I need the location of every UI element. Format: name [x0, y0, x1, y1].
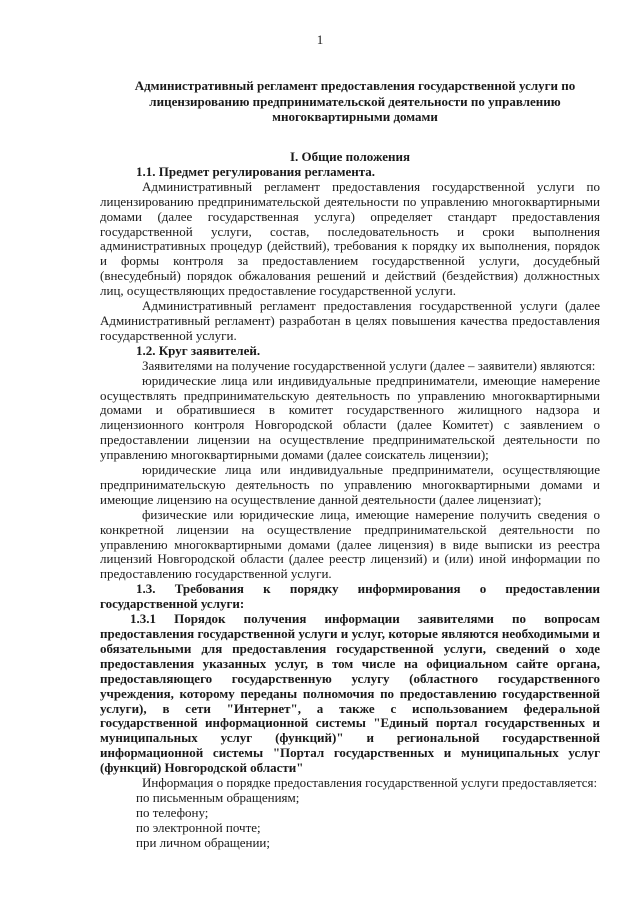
list-item: по письменным обращениям; [136, 789, 300, 805]
paragraph: Административный регламент предоставления государственной услуги по лицензированию предпринимательской деятельности по управлению многоквартирными домами (далее государственная услуга) определяет стандарт предоставления государственной услуги, состав, последовательность и сроки выполнения административных процедур (действий), требования к порядку их выполнения, порядок и формы контроля за предоставлением государственной услуги, досудебный (внесудебный) порядок обжалования решений и действий (бездействия) должностных лиц, осуществляющих предоставление государственной услуги. [100, 178, 600, 299]
list-item: по электронной почте; [136, 819, 261, 835]
paragraph-1-3-1: 1.3.1 Порядок получения информации заявителями по вопросам предоставления государственной услуги и услуг, которые являются необходимыми и обязательными для предоставления государственной услуги, сведений о ходе предоставления указанных услуг, в том числе на официальном сайте органа, предоставляющего государственную услугу (областного государственного учреждения, которому переданы полномочия по предоставлению государственной услуги), в сети "Интернет", а также с использованием федеральной государственной информационной системы "Единый портал государственных и муниципальных услуг (функций)" и региональной государственной информационной системы "Портал государственных и муниципальных услуг (функций) Новгородской области" [100, 611, 600, 776]
subsection-heading-1-1: 1.1. Предмет регулирования регламента. [136, 163, 376, 179]
page-number: 1 [316, 32, 324, 47]
document-body [100, 150, 600, 851]
subsection-heading-1-3: 1.3. Требования к порядку информирования о предоставлении государственной услуги: [100, 581, 600, 612]
subsection-heading-1-2: 1.2. Круг заявителей. [136, 342, 261, 358]
paragraph: юридические лица или индивидуальные предприниматели, имеющие намерение осуществлять предпринимательскую деятельность по управлению многоквартирными домами и обратившиеся в комитет государственного жилищного надзора и лицензионного контроля Новгородской области (далее Комитет) с заявлением о предоставлении лицензии на осуществление предпринимательской деятельности по управлению многоквартирными домами (далее соискатель лицензии); [100, 372, 600, 463]
paragraph: физические или юридические лица, имеющие намерение получить сведения о конкретной лицензии на осуществление предпринимательской деятельности по управлению многоквартирными домами (далее лицензия) в виде выписки из реестра лицензий Новгородской области (далее реестр лицензий) и (или) иной информации по предоставлению государственной услуги. [100, 506, 600, 582]
list-item: по телефону; [136, 804, 209, 820]
list-item: при личном обращении; [136, 834, 270, 850]
paragraph: Административный регламент предоставления государственной услуги (далее Административный регламент) разработан в целях повышения качества предоставления государственной услуги. [100, 298, 600, 343]
paragraph: Заявителями на получение государственной услуги (далее – заявители) являются: [142, 357, 596, 373]
paragraph: юридические лица или индивидуальные предприниматели, осуществляющие предпринимательскую деятельность по управлению многоквартирными домами и имеющие лицензию на осуществление данной деятельности (далее лицензиат); [100, 462, 600, 507]
contact-methods-list [100, 791, 600, 851]
document-title: Административный регламент предоставления государственной услуги по лицензированию предпринимательской деятельности по управлению многоквартирными домами [134, 78, 576, 124]
paragraph: Информация о порядке предоставления государственной услуги предоставляется: [142, 775, 598, 791]
section-heading: I. Общие положения [290, 149, 410, 164]
